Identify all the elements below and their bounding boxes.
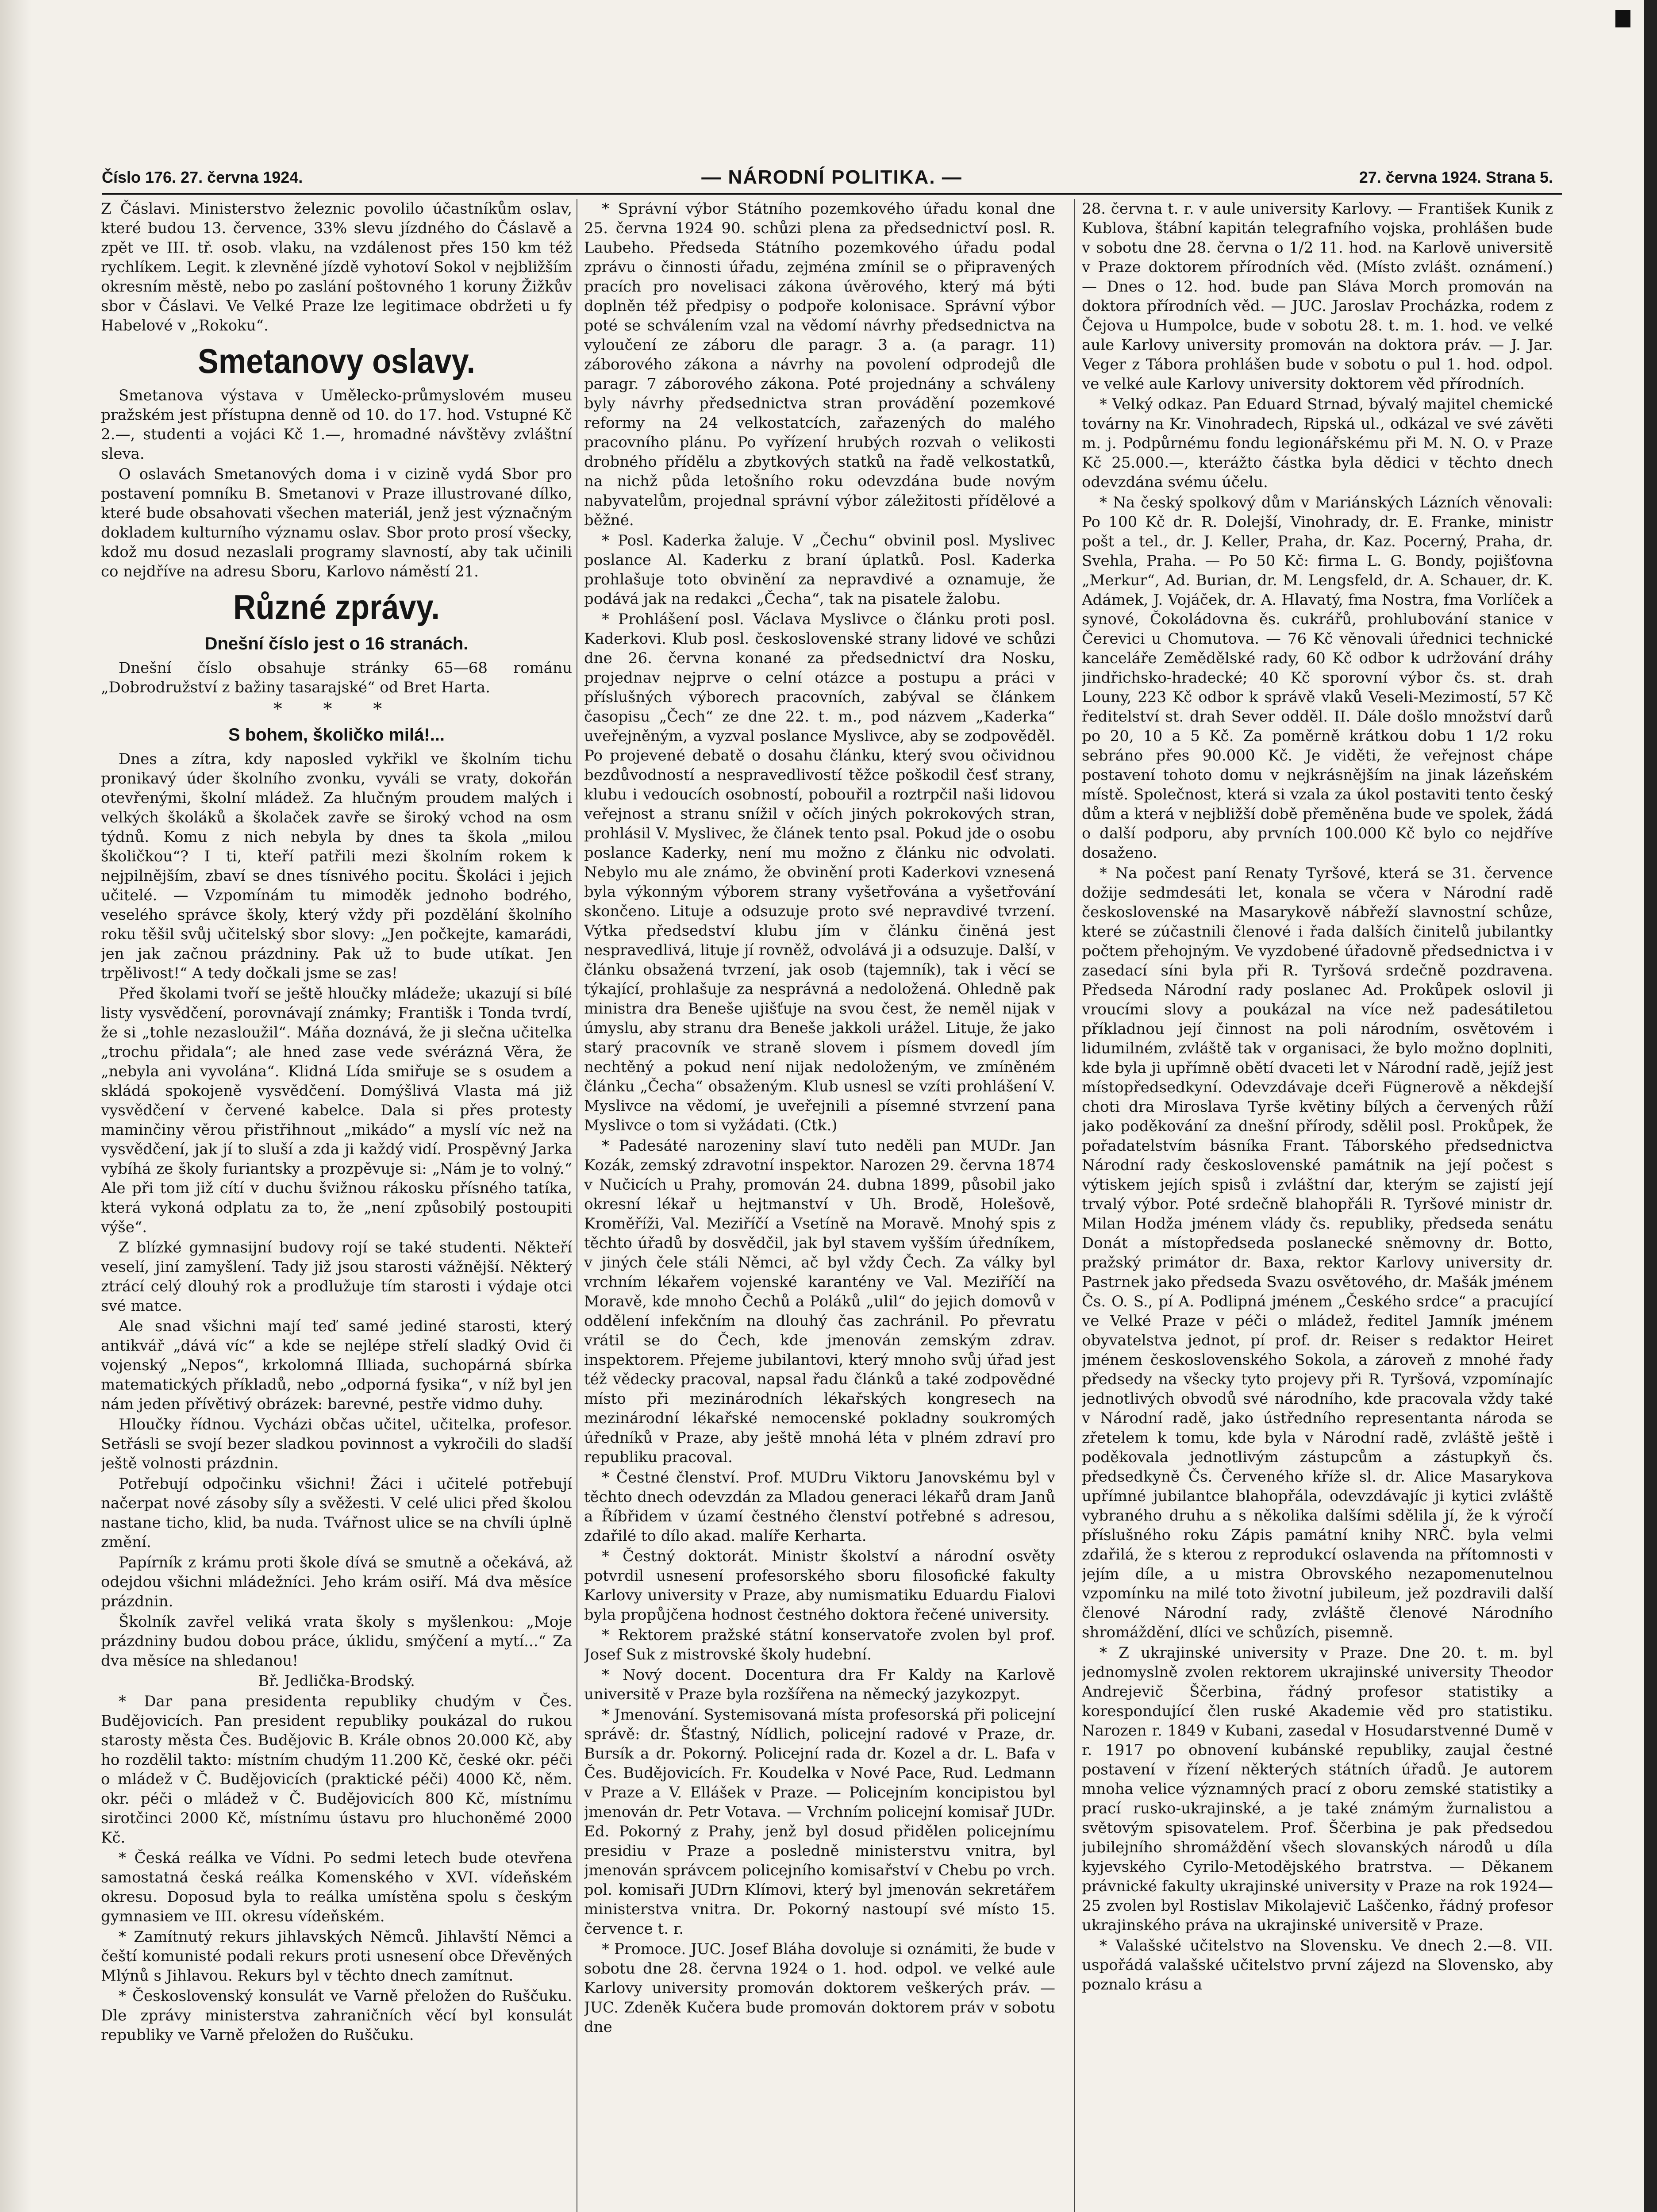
article-kaderka-zaluje: * Posl. Kaderka žaluje. V „Čechu“ obvinil posl. Myslivec poslance Al. Kaderku z braní úplatků. Posl. Kaderka prohlašuje toto obvinění za nepravdivé a oznamuje, že podává jak na redakci „Čecha“, tak na pisatele žalobu. — [584, 532, 1055, 608]
article-konsulat: * Československý konsulát ve Varně přeložen do Ruščuku. Dle zprávy ministerstva zahraničních věcí byl konsulát republiky ve Varně přeložen do Ruščuku. — [101, 1987, 572, 2044]
article-smetana-vystava: Smetanova výstava v Umělecko-průmyslovém museu pražském jest přístupna denně od 10. do 17. hod. Vstupné Kč 2.—, studenti a vojáci Kč 1.—, hromadné návštěvy zvláštní sleva. — [101, 387, 572, 463]
article-ukrajinska-universita: * Z ukrajinské university v Praze. Dne 20. t. m. byl jednomyslně zvolen rektorem ukrajinské university Theodor Andrejevič Ščerbina, řádný profesor statistiky a korespondující člen ruské Akademie věd pro statistiku. Narozen r. 1849 v Kubani, zasedal v Hosudarstvenné Dumě v r. 1917 po obnovení kubánské republiky, zaujal čestné postavení v řízení některých státních úřadů. Je autorem mnoha velice významných prací z oboru zemské statistiky a prací rusko-ukrajinské, a je také známým žurnalistou a světovým spisovatelem. Prof. Ščerbina je pak předsedou jubilejního shromáždění všech slovanských národů u díla kyjevského Cyrilo-Metodějského bratrstva. — Děkanem právnické fakulty ukrajinské university v Praze na rok 1924—25 zvolen byl Rostislav Mikolajevič Laščenko, řádný profesor ukrajinského práva na ukrajinské universitě v Praze. — [1082, 1644, 1553, 1934]
column-rule — [1074, 199, 1075, 2212]
feuilleton-paragraph: Ale snad všichni mají teď samé jediné starosti, který antikvář „dává víc“ a kde se nejlépe střelí sladký Ovid či vojenský „Nepos“, krkolomná Illiada, suchopárná sbírka matematických příkladů, nebo „odporná fysika“, v níž byl jen nám jeden přívětivý obrázek: barevné, pestře vidmo duhy. — [101, 1317, 572, 1413]
article-rekurs: * Zamítnutý rekurs jihlavských Němců. Jihlavští Němci a čeští komunisté podali rekurs proti usnesení obce Dřevěných Mlýnů s Jihlavou. Rekurs byl v těchto dnech zamítnut. — [101, 1928, 572, 1985]
article-smetana-oslavy: O oslavách Smetanových doma i v cizině vydá Sbor pro postavení pomníku B. Smetanovi v Praze illustrované dílko, které bude obsahovati všechen materiál, jenž jest význačným dokladem kulturního významu oslav. Sbor proto prosí všecky, kdož mu dosud nezaslali programy slavností, aby tak učinili co nejdříve na adresu Sboru, Karlovo náměstí 21. — [101, 465, 572, 580]
article-spravni-vybor: * Správní výbor Státního pozemkového úřadu konal dne 25. června 1924 90. schůzi plenа za předsednictví posl. R. Laubeho. Předseda Státního pozemkového úřadu podal zprávu o činnosti úřadu, zejména zmínil se o připravených pracích pro novelisaci zákona úvěrového, který má býti doplněn též předpisy o podpoře kolonisace. Správní výbor poté se schválením vzal na vědomí návrhy předsednictva na vyloučení ze záboru dle paragr. 3 a. (a paragr. 11) záborového zákona a návrhy na povolení odprodejů dle paragr. 7 záborového zákona. Poté projednány a schváleny byly návrhy předsednictva stran provádění pozemkové reformy na 24 velkostatcích, zařazených do malého pracovního plánu. Po vyřízení hrubých rozvah o velikosti drobného přídělu a zbytkových statků na řadě velkostatků, na nichž půda letošního roku odevzdána bude novým nabyvatelům, projednal správní výbor záležitosti přídělové a běžné. — [584, 200, 1055, 529]
dnesni-cislo-text: Dnešní číslo obsahuje stránky 65—68 románu „Dobrodružství z bažiny tasarajské“ od Bret Harta. — [101, 659, 572, 696]
article-valasske-ucitelstvo: * Valašské učitelstvo na Slovensku. Ve dnech 2.—8. VII. uspořádá valašské učitelstvo první zájezd na Slovensko, aby poznalo krásu a — [1082, 1937, 1553, 1993]
masthead: — NÁRODNÍ POLITIKA. — — [701, 166, 962, 188]
article-realka-viden: * Česká reálka ve Vídni. Po sedmi letech bude otevřena samostatná česká reálka Komenského v XVI. vídeňském okresu. Doposud byla to reálka umístěna spolu s českým gymnasiem ve III. okresu vídeňském. — [101, 1849, 572, 1925]
column-3 — [1082, 199, 1553, 2212]
article-marianske-lazne: * Na český spolkový dům v Mariánských Lázních věnovali: Po 100 Kč dr. R. Dolejší, Vinohrady, dr. E. Franke, ministr pošt a tel., dr. J. Keller, Praha, dr. Kaz. Pocerný, Praha, dr. Svehla, Praha. — Po 50 Kč: firma L. G. Bondy, pojišťovna „Merkur“, Ad. Burian, dr. M. Lengsfeld, dr. A. Schauer, dr. K. Adámek, J. Vojáček, dr. A. Hlavatý, fma Nostra, fma Vorlíček a synové, Čokoládovna ěs. cukrářů, prohlubování stanice v Čerevici u Chomutova. — 76 Kč věnovali úřednici technické kanceláře Zemědělské rady, 60 Kč odbor k udržování dráhy jindřichsko-hradecké; 40 Kč sporovní výbor čs. st. drah Louny, 223 Kč odbor k správě vlaků Veseli-Mezimostí, 57 Kč ředitelství st. drah Sever odděl. II. Dále došlo množství darů po 20, 10 a 5 Kč. Za poměrně krátkou dobu 1 1/2 roku sebráno přes 90.000 Kč. Je viděti, že veřejnost chápe postavení tohoto domu v nejkrásnějším na jinak lázeňském místě. Společnost, která si vzala za úkol postaviti tento český dům a která v nejbližší době přeměněna bude ve spolek, žádá o další podporu, aby prvních 100.000 Kč bylo co nejdříve dosaženo. — [1082, 494, 1553, 862]
section-heading-ruzne: Různé zprávy. — [233, 588, 440, 626]
feuilleton-paragraph: Papírník z krámu proti škole dívá se smutně a očekává, až odejdou všichni mládežníci. Jeho krám osiří. Má dva měsíce prázdnin. — [101, 1554, 572, 1610]
header-rule — [102, 193, 1562, 195]
feuilleton-paragraph: Potřebují odpočinku všichni! Žáci i učitelé potřebují načerpat nové zásoby síly a svěžesti. V celé ulici před školou nastane ticho, klid, ba nuda. Tvářnost ulice se na chvíli úplně změní. — [101, 1475, 572, 1551]
article-caslav: Z Čáslavi. Ministerstvo železnic povolilo účastníkům oslav, které budou 13. července, 33% slevu jízdného do Čáslavě a zpět ve III. tř. osob. vlaku, na vzdálenost přes 150 km též rychlíkem. Legit. k zlevněné jízdě vyhotoví Sokol v nejbližším okresním městě, nebo po zaslání poštovného 1 koruny Žižkův sbor v Čáslavi. Ve Velké Praze lze legitimace obdržeti u fy Habelové v „Rokoku“. — [101, 200, 572, 334]
feuilleton-paragraph: Školník zavřel veliká vrata školy s myšlenkou: „Moje prázdniny budou dobou práce, úklidu, smýčení a mytí...“ Za dva měsíce na shledanou! — [101, 1613, 572, 1670]
section-heading-smetana: Smetanovy oslavy. — [198, 342, 475, 380]
page-date: 27. června 1924. Strana 5. — [1359, 168, 1553, 186]
running-header — [102, 168, 1553, 190]
article-velky-odkaz: * Velký odkaz. Pan Eduard Strnad, bývalý majitel chemické továrny na Kr. Vinohradech, Ripská ul., odkázal ve své závěti m. j. Podpůrnému fondu legionářskému při M. N. O. v Praze Kč 25.000.—, kterážto částka byla dědici v těchto dnech odevzdána svému účelu. — [1082, 396, 1553, 491]
feuilleton-heading: S bohem, školičko milá!... — [228, 725, 445, 745]
article-tyrsova: * Na počest paní Renaty Tyršové, která se 31. července dožije sedmdesáti let, konala se včera v Národní radě československé na Masarykově nábřeží slavnostní schůze, které se zúčastnili členové i řada dalších činitelů jubilantky počtem přehojným. Ve vyzdobené úřadovně předsednictva i v zasedací síni byla při R. Tyršová srdečně pozdravena. Předseda Národní rady poslanec Ad. Prokůpek oslovil ji vroucími slovy a poukázal na více než padesátiletou příkladnou její činnost na poli národním, osvětovém i lidumilném, zvláště tak v organisaci, že bylo možno doplniti, kde byla ji upřímně obětí dvaceti let v Národní radě, jejíž jest místopředsedkyní. Odevzdávaje dceři Fügnerově a někdejší choti dra Miroslava Tyrše květiny bílých a červených růží jako poděkování za dnešní přírody, sdělil posl. Prokůpek, že pořadatelstvím básníka Frant. Táborského předsednictva Národní rady československé památnik na její počest s výtiskem jejích spisů i zvláštní dar, kterým se zajistí její trvalý výbor. Poté srdečně blahopřáli R. Tyršové ministr dr. Milan Hodža jménem vlády čs. republiky, předseda senátu Donát a místopředseda poslanecké sněmovny dr. Botto, pražský primátor dr. Baxa, rektor Karlovy university dr. Pastrnek jako předseda Svazu osvětového, dr. Mašák jménem Čs. O. S., pí A. Podlipná jménem „Českého srdce“ a pracující ve Velké Praze v péči o mládež, ředitel Jamník jménem obyvatelstva jednot, pí prof. dr. Reiser s redaktor Heiret jménem československého Sokola, a zároveň z mnohé řady předsedy na všecky tyto projevy při R. Tyršová, vzpomínajíc jednotlivých obvodů své národního, kde pracovala vždy také v Národní radě, jako ústředního representanta národa se zřetelem k tomu, kde byla v Národní radě, zvláště ještě i poděkovala jednotlivým zástupcům a zástupkyň čs. předsedkyně Čs. Červeného kříže sl. dr. Alice Masarykova upřímné jubilantce blahopřála, odevzdávajíc ji kytici zvláště vybraného druhu a s několika dalšími sdělila jí, že k výročí příslušného roku Zápis památní knihy NRČ. byla velmi zdařilá, že s kterou z reprodukcí oslavenda na přítomnosti v jejím díle, a u mistra Obrovského nezapomenutelnou vzpomínku na milé toto životní jubileum, jež pozdravili další členové Národní rady, zvláště členové Národního shromáždění, dlíci ve schůzích, pisemně. — [1082, 864, 1553, 1641]
issue-number: Číslo 176. 27. června 1924. — [102, 168, 303, 186]
feuilleton-paragraph: Z blízké gymnasijní budovy rojí se také studenti. Někteří veselí, jiní zamyšlení. Tady již jsou starosti vážnější. Některý ztrácí celý dlouhý rok a prodlužuje tím starosti i výdaje otci své matce. — [101, 1239, 572, 1315]
article-rektor-konservatore: * Rektorem pražské státní konservatoře zvolen byl prof. Josef Suk z mistrovské školy hudební. — [584, 1626, 1055, 1663]
feuilleton-paragraph: Hloučky řídnou. Vycházi občas učitel, učitelka, profesor. Setřásli se svojí bezer sladkou povinnost a vykročili do sladší ještě volnosti prázdnin. — [101, 1416, 572, 1472]
scan-edge-right — [1644, 0, 1657, 2212]
column-1 — [101, 199, 572, 2212]
article-cestne-clenstvi: * Čestné členství. Prof. MUDru Viktoru Janovskému byl v těchto dnech odevzdán za Mladou generaci lékařů dram Janů a Říbřidem v úzamí čestného členství potřebné s adresou, zdařilé to dílo akad. malíře Kerharta. — [584, 1469, 1055, 1545]
article-narozeniny-kozak: * Padesáté narozeniny slaví tuto neděli pan MUDr. Jan Kozák, zemský zdravotní inspektor. Narozen 29. června 1874 v Nučicích u Prahy, promován 24. dubna 1899, působil jako okresní lékař u hejtmanství v Uh. Brodě, Holešově, Kroměříži, Val. Meziříčí a Vsetíně na Moravě. Mnohý spis z těchto úřadů by dosvědčil, jak byl stavem vyšším úředníkem, v jiných čele stáli Němci, ač byl vždy Čech. Za války byl vrchním lékařem vojenské karantény ve Val. Meziříčí na Moravě, kde mnoho Čechů a Poláků „ulil“ do jejich domovů v oddělení infekčním na dlouhý čas zachránil. Po převratu vrátil se do Čech, kde jmenován zemským zdrav. inspektorem. Přejeme jubilantovi, který mnoho svůj úřad jest též vědecky pracoval, napsal řadu článků a také zodpovědné místo při mezinárodních lékařských kongresech na mezinárodní lékařské nemocenské pokladny soukromých úředníků v Praze, aby ještě mnohá léta v plném zdraví pro republiku pracoval. — [584, 1137, 1055, 1466]
article-novy-docent: * Nový docent. Docentura dra Fr Kaldy na Karlově universitě v Praze byla rozšířena na německý jazykozpyt. — [584, 1666, 1055, 1703]
feuilleton-author: Bř. Jedlička-Brodský. — [258, 1672, 415, 1690]
article-cestny-doktorat: * Čestný doktorát. Ministr školství a národní osvěty potvrdil usnesení profesorského sboru filosofické fakulty Karlovy university v Praze, aby numismatiku Eduardu Fialovi byla propůjčena hodnost čestného doktora řečené university. — [584, 1548, 1055, 1624]
article-promoce-cont: 28. června t. r. v aule university Karlovy. — František Kunik z Kublova, štábní kapitán telegrafního vojska, prohlášen bude v sobotu dne 28. června o 1/2 11. hod. na Karlově universitě v Praze doktorem přírodních věd. (Místo zvlášt. oznámení.) — Dnes o 12. hod. bude pan Sláva Morch promován na doktora přírodních věd. — JUC. Jaroslav Procházka, rodem z Čejova u Humpolce, bude v sobotu 28. t. m. 1. hod. ve velké aule Karlovy university promován na doktora práv. — J. Jar. Veger z Tábora prohlášen bude v sobotu o pul 1. hod. odpol. ve velké aule Karlovy university doktorem věd přírodních. — [1082, 200, 1553, 393]
separator-stars: * * * — [273, 699, 400, 719]
corner-mark — [1615, 10, 1630, 27]
article-promoce: * Promoce. JUC. Josef Bláha dovoluje si oznámiti, že bude v sobotu dne 28. června 1924 o 1. hod. odpol. ve velké aule Karlovy university promován doktorem veškerých práv. — JUC. Zdeněk Kučera bude promován doktorem práv v sobotu dne — [584, 1940, 1055, 2036]
article-dar-presidenta: * Dar pana presidenta republiky chudým v Čes. Budějovicích. Pan president republiky poukázal do rukou starosty města Čes. Budějovic B. Krále obnos 20.000 Kč, aby ho rozdělil takto: místním chudým 11.200 Kč, české okr. péči o mládež v Č. Budějovicích (praktické péči) 4000 Kč, něm. okr. péči o mládež v Č. Budějovicích 800 Kč, místnímu sirotčinci 2000 Kč, místnímu ústavu pro hluchoněmé 2000 Kč. — [101, 1693, 572, 1847]
scan-edge-left — [0, 0, 31, 2212]
article-prohlaseni-myslivce: * Prohlášení posl. Václava Myslivce o článku proti posl. Kaderkovi. Klub posl. československé strany lidové ve schůzi dne 26. června konané za předsednictví dra Nosku, projednav nejprve o celní otázce a postupu a práci v příslušných výborech pracovních, zabýval se článkem časopisu „Čech“ ze dne 22. t. m., pod názvem „Kaderka“ uveřejněným, a vyzval poslance Myslivce, aby se zodpověděl. Po projevené debatě o dosahu článku, který svou očividnou bezdůvodností a nespravedlivostí těžce poškodil česť strany, klubu i vedoucích osobností, pobouřil a roztrpčil naši lidovou veřejnost a stranu snížil v očích jiných pokrokových stran, prohlásil V. Myslivec, že článek tento psal. Pokud jde o osobu poslance Kaderky, není mu možno z článku nic odvolati. Nebylo mu ale známo, že obvinění proti Kaderkovi vznesená byla výkonným výborem strany vyšetřována a vyšetřování skončeno. Lituje a odsuzuje proto své nepravdivé tvrzení. Výtka předsedství klubu jím v článku činěná jest nespravedlivá, lituje jí rovněž, odvolává ji a odsuzuje. Další, v článku obsažená tvrzení, jak osob (tajemník), tak i věcí se týkající, prohlašuje za nesprávná a nedoložená. Ohledně pak ministra dra Beneše ujišťuje na svou čest, že neměl nijak v úmyslu, aby stranu dra Beneše jakkoli urážel. Lituje, že jako starý pracovník ve straně slovem i písmem dovedl jím nechtěný a pokud není nijak nedoloženým, ve zmíněném článku „Čecha“ obsaženým. Klub usnesl se vzíti prohlášení V. Myslivce na vědomí, je uveřejnili a písemné stvrzení pana Myslivce o tom si vyžádati. (Ctk.) — [584, 611, 1055, 1134]
article-jmenovani: * Jmenování. Systemisovaná místa profesorská při policejní správě: dr. Šťastný, Nídlich, policejní radové v Praze, dr. Bursík a dr. Pokorný. Policejní rada dr. Kozel a dr. L. Bafa v Čes. Budějovicích. Fr. Koudelka v Nové Pace, Rud. Ledmann v Praze a V. Ellášek v Praze. — Policejním koncipistou byl jmenován dr. Petr Votava. — Vrchním policejní komisař JUDr. Ed. Pokorný z Prahy, jenž byl dosud přidělen policejnímu presidiu v Praze a posledně ministerstvu vnitra, byl jmenován správcem policejního komisařství v Chebu po vrch. pol. komisaři JUDrn Klímovi, který byl jmenován sekretářem ministerstva vnitra. Dr. Pokorný nastoupí své místo 15. července t. r. — [584, 1706, 1055, 1938]
feuilleton-paragraph: Dnes a zítra, kdy naposled vykřikl ve školním tichu pronikavý úder školního zvonku, vyváli se vraty, dokořán otevřenými, školní mládež. Za hlučným proudem malých i velkých školáků a školaček zavře se široký vchod na osm týdnů. Komu z nich nebyla by dnes ta škola „milou školičkou“? I ti, kteří patřili mezi školním rokem k nejpilnějším, zbaví se dnes tísnivého pocitu. Školáci i jejich učitelé. — Vzpomínám tu mimoděk jednoho bodrého, veselého správce školy, který vždy při pozdělání školního roku těšil svůj učitelský sbor slovy: „Jen počkejte, kamarádi, jen jak začnou prázdniny. Pak už to bude utíkat. Jen trpělivost!“ A tedy dočkali jsme se zas! — [101, 750, 572, 982]
dnesni-cislo-heading: Dnešní číslo jest o 16 stranách. — [204, 634, 469, 653]
feuilleton-paragraph: Před školami tvoří se ještě hloučky mládeže; ukazují si bílé listy vysvědčení, porovnávají známky; Františk i Tonda tvrdí, že si „tohle nezasloužil“. Máňa doznává, že ji slečna učitelka „trochu přidala“; ale hned zase vede svérázná Věra, že „nebyla ani vyvolána“. Klidná Lída smiřuje se s osudem a skládá spokojeně vysvědčení. Domýšlivá Vlasta má již vysvědčení v červené kabelce. Dala si přes protesty maminčiny věrou přistřihnout „mikádo“ a myslí víc než na vysvědčení, jak jí to sluší a zda ji každý vidí. Prospěvný Jarka vybíhá ze školy furiantsky a prozpěvuje si: „Nám je to volný.“ Ale při tom již cítí v duchu švižnou rákosku přísného tatíka, která vykoná odplatu za to, že „není způsobilý postoupiti výše“. — [101, 985, 572, 1236]
column-2 — [584, 199, 1055, 2212]
